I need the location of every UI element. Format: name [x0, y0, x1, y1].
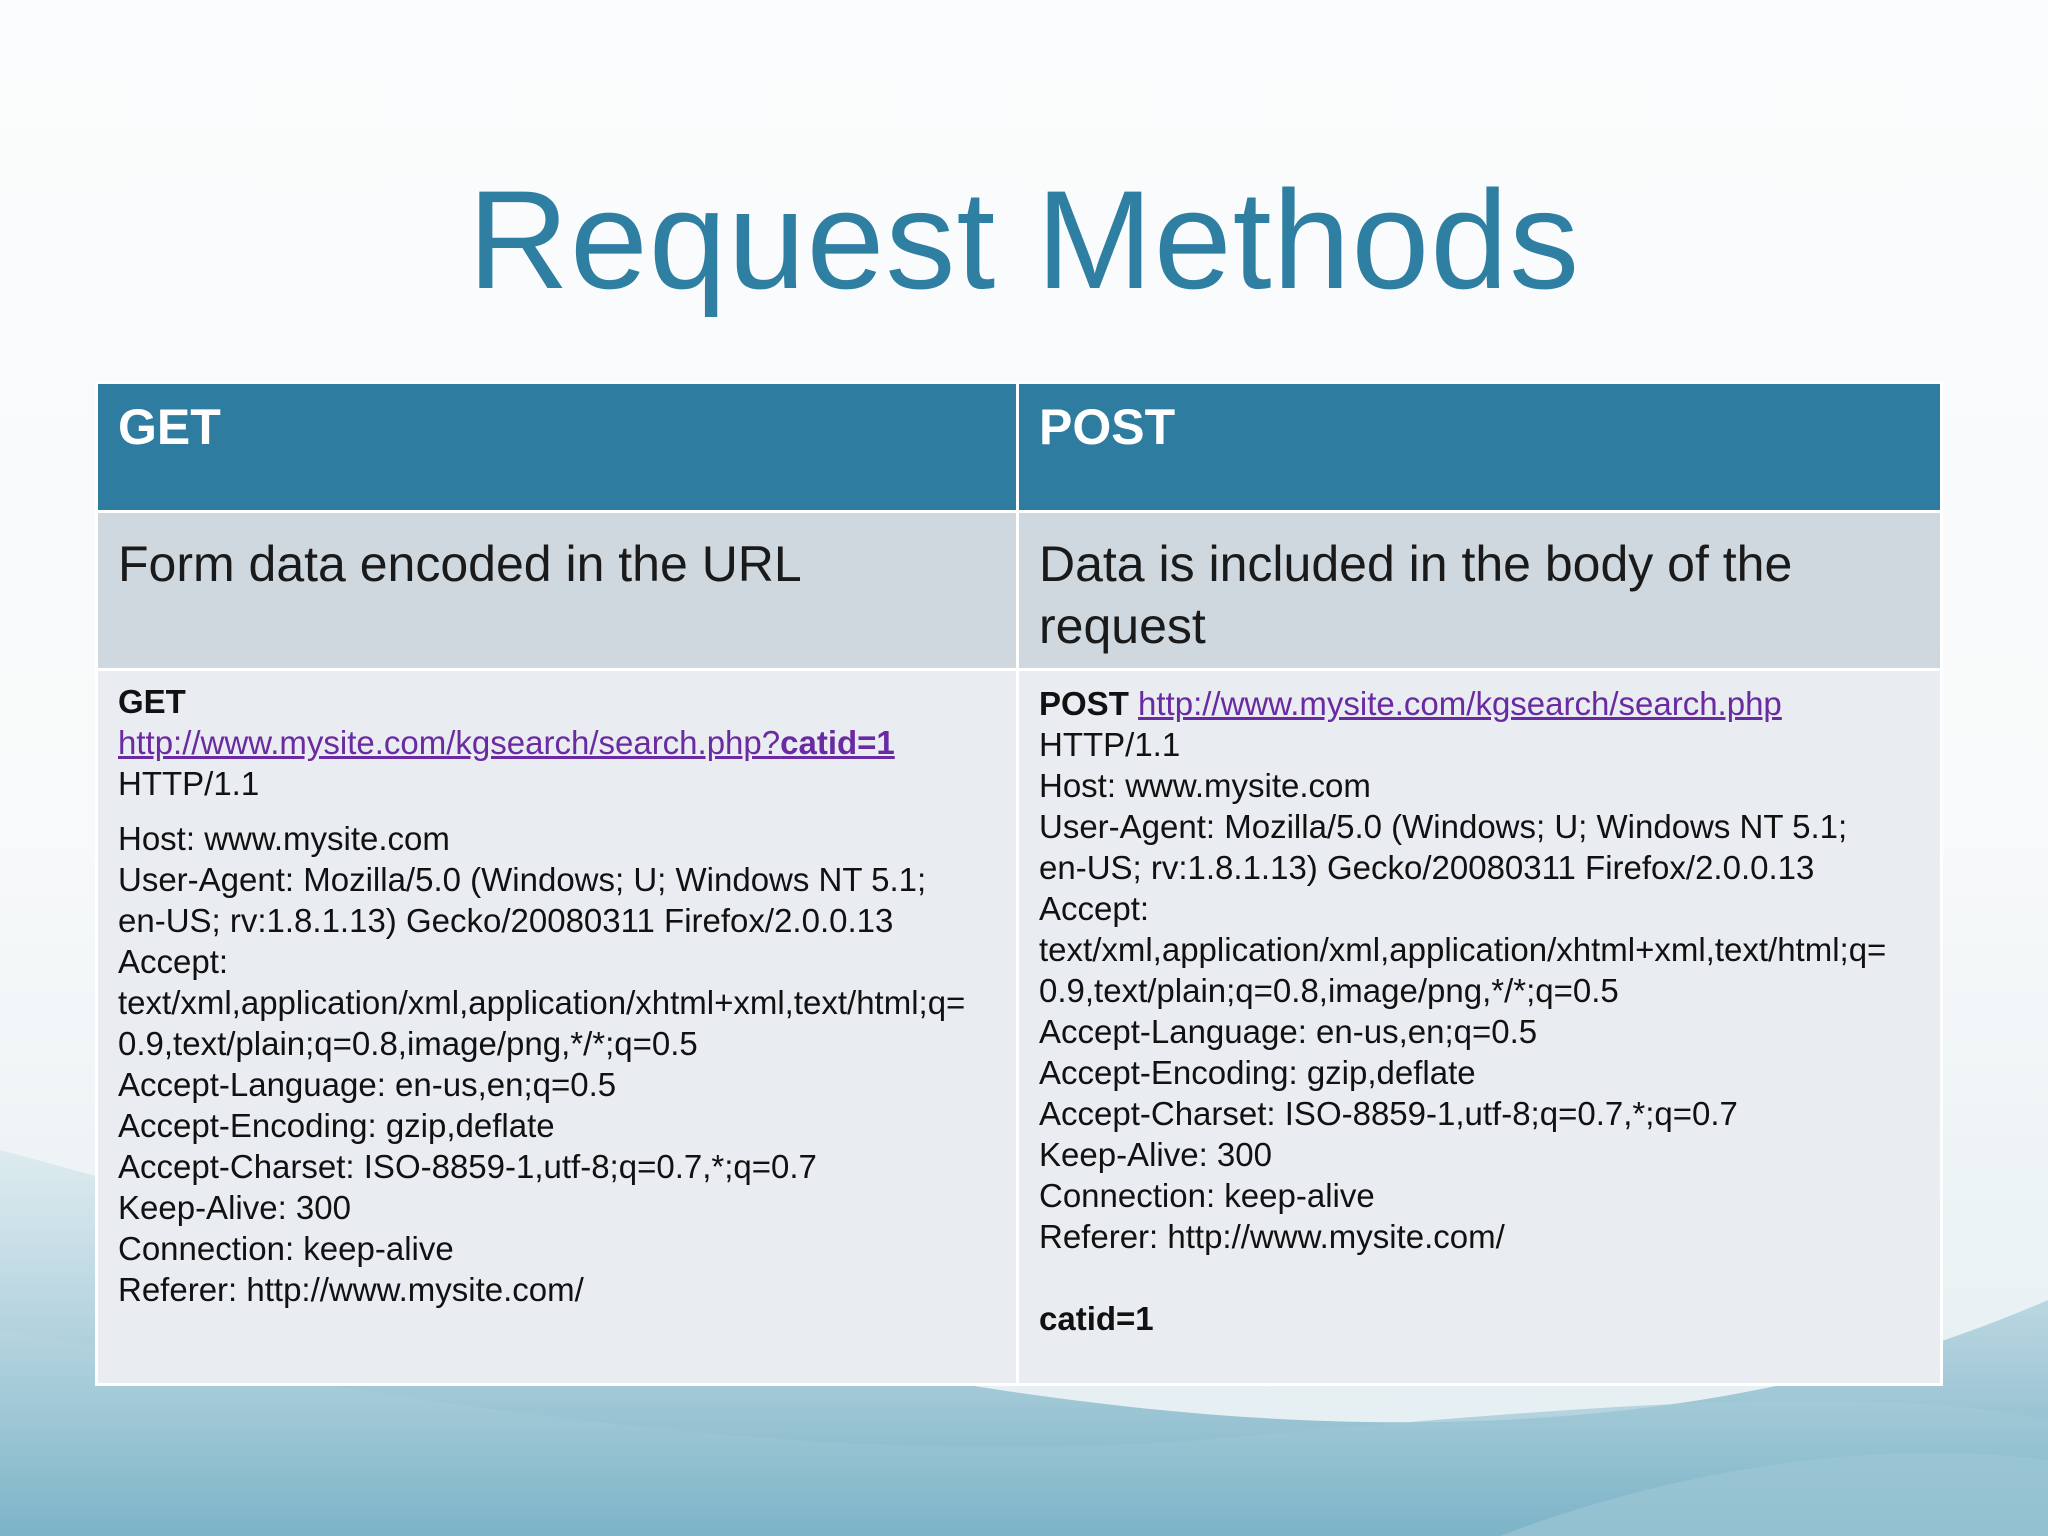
summary-row: [97, 512, 1942, 670]
get-header-line: text/xml,application/xml,application/xhtml+xml,text/html;q=: [118, 984, 966, 1021]
table-header-row: [97, 383, 1942, 512]
post-method-label: POST: [1039, 685, 1129, 722]
get-header-line: Host: www.mysite.com: [118, 820, 450, 857]
post-header-line: text/xml,application/xml,application/xhtml+xml,text/html;q=: [1039, 931, 1887, 968]
post-header-line: Accept-Language: en-us,en;q=0.5: [1039, 1013, 1538, 1050]
post-protocol: HTTP/1.1: [1039, 726, 1181, 763]
post-header-line: Accept:: [1039, 890, 1150, 927]
get-header-line: Referer: http://www.mysite.com/: [118, 1271, 584, 1308]
get-method-label: GET: [118, 683, 186, 720]
summary-post: Data is included in the body of the request: [1018, 512, 1942, 670]
post-request-line: [1039, 683, 1920, 724]
post-header-line: 0.9,text/plain;q=0.8,image/png,*/*;q=0.5: [1039, 972, 1619, 1009]
spacer: [118, 804, 996, 818]
get-header-line: Accept:: [118, 943, 229, 980]
post-body: catid=1: [1039, 1300, 1154, 1337]
post-header-line: Connection: keep-alive: [1039, 1177, 1375, 1214]
request-methods-table: [95, 381, 1943, 1386]
header-post: POST: [1018, 383, 1942, 512]
post-header-line: en-US; rv:1.8.1.13) Gecko/20080311 Firefox/2.0.0.13: [1039, 849, 1815, 886]
get-header-line: Accept-Language: en-us,en;q=0.5: [118, 1066, 617, 1103]
get-header-line: 0.9,text/plain;q=0.8,image/png,*/*;q=0.5: [118, 1025, 698, 1062]
get-header-line: Keep-Alive: 300: [118, 1189, 351, 1226]
get-url-text: http://www.mysite.com/kgsearch/search.php?: [118, 724, 781, 761]
get-protocol: HTTP/1.1: [118, 765, 260, 802]
get-header-line: Accept-Charset: ISO-8859-1,utf-8;q=0.7,*;q=0.7: [118, 1148, 817, 1185]
post-url-link[interactable]: http://www.mysite.com/kgsearch/search.php: [1138, 685, 1782, 722]
get-url-query: catid=1: [780, 724, 895, 761]
post-header-line: Keep-Alive: 300: [1039, 1136, 1272, 1173]
get-example-cell: [97, 670, 1018, 1385]
slide-title: Request Methods: [467, 161, 1581, 318]
get-url-link[interactable]: [118, 724, 895, 761]
post-header-line: Host: www.mysite.com: [1039, 767, 1371, 804]
header-get: GET: [97, 383, 1018, 512]
summary-get: Form data encoded in the URL: [97, 512, 1018, 670]
get-url-line: [118, 722, 996, 763]
post-header-line: Accept-Charset: ISO-8859-1,utf-8;q=0.7,*;q=0.7: [1039, 1095, 1738, 1132]
get-header-line: Accept-Encoding: gzip,deflate: [118, 1107, 555, 1144]
get-header-line: Connection: keep-alive: [118, 1230, 454, 1267]
post-example-cell: [1018, 670, 1942, 1385]
get-header-line: en-US; rv:1.8.1.13) Gecko/20080311 Firefox/2.0.0.13: [118, 902, 894, 939]
get-header-line: User-Agent: Mozilla/5.0 (Windows; U; Windows NT 5.1;: [118, 861, 927, 898]
post-header-line: User-Agent: Mozilla/5.0 (Windows; U; Windows NT 5.1;: [1039, 808, 1848, 845]
example-row: [97, 670, 1942, 1385]
post-header-line: Referer: http://www.mysite.com/: [1039, 1218, 1505, 1255]
post-header-line: Accept-Encoding: gzip,deflate: [1039, 1054, 1476, 1091]
spacer: [1039, 1257, 1920, 1298]
